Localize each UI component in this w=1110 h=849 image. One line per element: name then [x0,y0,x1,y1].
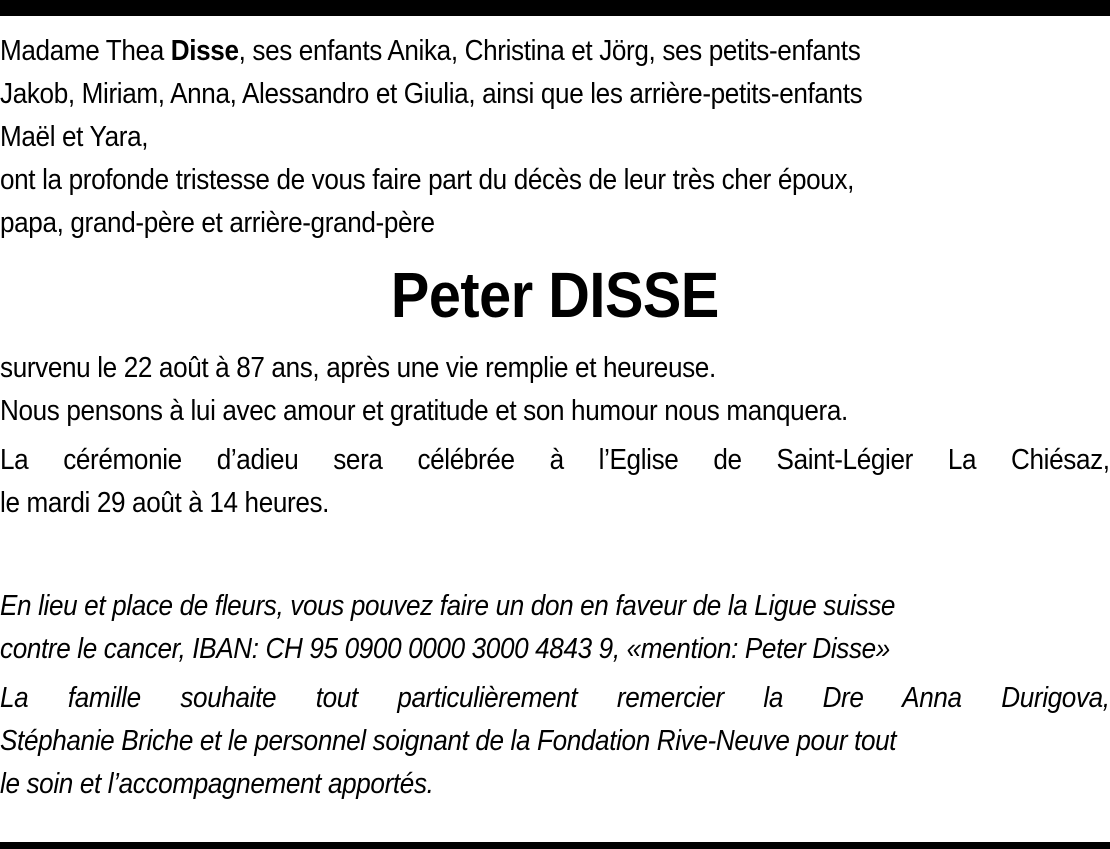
donation-line-1: En lieu et place de fleurs, vous pouvez faire un don en faveur de la Ligue suisse [0,590,896,622]
thanks-line-1: La famille souhaite tout particulièrement remercier la Dre Anna Durigova, [0,682,1110,714]
thanks-line-2: Stéphanie Briche et le personnel soignant de la Fondation Rive-Neuve pour tout [0,725,897,757]
intro-line-1 [0,30,1110,73]
bottom-border-rule [0,842,1110,849]
obituary-notice [0,30,1110,806]
details-line-1: survenu le 22 août à 87 ans, après une vie remplie et heureuse. [0,352,716,384]
details-paragraph [0,347,1110,433]
ceremony-line-2: le mardi 29 août à 14 heures. [0,487,330,519]
deceased-name-heading: Peter DISSE [390,259,719,331]
thanks-paragraph [0,677,1110,806]
donation-paragraph [0,585,1110,671]
thanks-line-3: le soin et l’accompagnement apportés. [0,768,434,800]
intro-paragraph [0,30,1110,245]
intro-line-3: Maël et Yara, [0,121,149,153]
top-border-rule [0,0,1110,16]
intro-line-2: Jakob, Miriam, Anna, Alessandro et Giulia, ainsi que les arrière-petits-enfants [0,78,863,110]
intro-line-5: papa, grand-père et arrière-grand-père [0,207,435,239]
widow-surname: Disse [170,35,239,67]
intro-line-1-pre: Madame Thea [0,35,171,67]
ceremony-line-1: La cérémonie d’adieu sera célébrée à l’Eglise de Saint-Légier La Chiésaz, [0,444,1110,476]
ceremony-paragraph [0,439,1110,525]
donation-line-2: contre le cancer, IBAN: CH 95 0900 0000 3000 4843 9, «mention: Peter Disse» [0,633,890,665]
intro-line-1-post: , ses enfants Anika, Christina et Jörg, ses petits-enfants [238,35,861,67]
intro-line-4: ont la profonde tristesse de vous faire part du décès de leur très cher époux, [0,164,855,196]
details-line-2: Nous pensons à lui avec amour et gratitude et son humour nous manquera. [0,395,848,427]
